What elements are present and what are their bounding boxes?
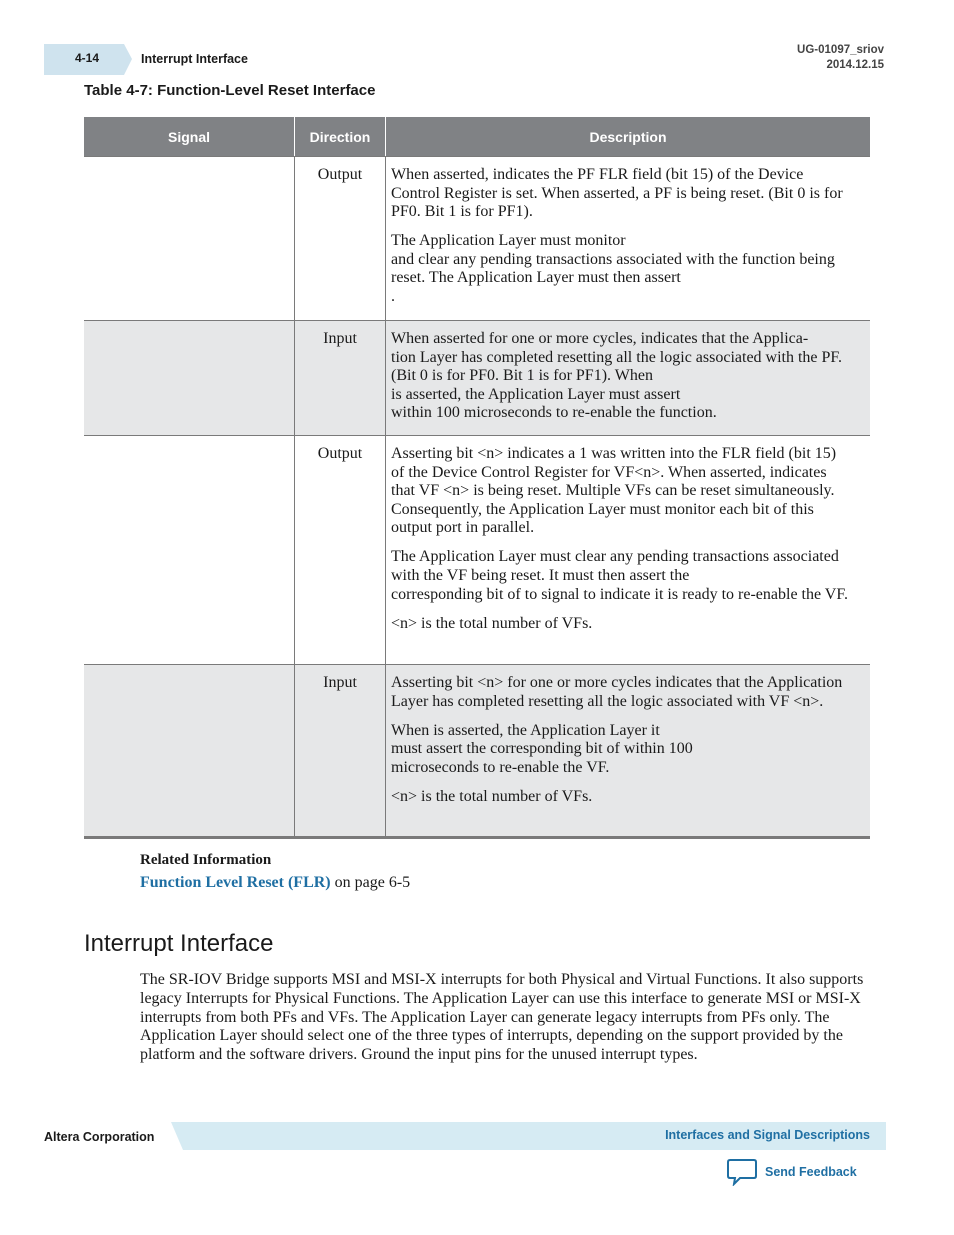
table-bottom-rule xyxy=(84,836,870,839)
signal-cell xyxy=(84,665,295,836)
related-information-heading: Related Information xyxy=(140,852,272,868)
description-paragraph: <n> is the total number of VFs. xyxy=(391,787,593,805)
description-cell xyxy=(386,321,870,435)
running-header-title: Interrupt Interface xyxy=(141,52,248,66)
description-cell xyxy=(386,665,870,836)
direction-cell: Output xyxy=(295,436,386,664)
signal-cell xyxy=(84,157,295,320)
table-row xyxy=(84,320,870,435)
flr-link[interactable]: Function Level Reset (FLR) xyxy=(140,874,331,891)
description-cell xyxy=(386,436,870,664)
document-id: UG-01097_sriov xyxy=(797,44,884,56)
description-paragraph: When asserted for one or more cycles, indicates that the Applica- tion Layer has completed resetting all the logic associated with the PF. (Bit 0 is for PF0. Bit 1 is for PF1). When is asserted, the Application Layer must assert within 100 microseconds to re-enable the function. xyxy=(391,330,843,422)
related-link-suffix: on page 6-5 xyxy=(330,874,411,891)
footer-company: Altera Corporation xyxy=(44,1130,155,1144)
description-paragraph: Asserting bit <n> for one or more cycles indicates that the Application Layer has completed resetting all the logic associated with VF <n>. xyxy=(391,674,843,710)
flr-interface-table xyxy=(84,117,870,839)
signal-cell xyxy=(84,321,295,435)
table-row xyxy=(84,156,870,320)
description-paragraph: Asserting bit <n> indicates a 1 was written into the FLR field (bit 15) of the Device Control Register for VF<n>. When asserted, indicates that VF <n> is being reset. Multiple VFs can be reset simultaneously. Consequently, the Application Layer must monitor each bit of this output port in parallel. xyxy=(391,445,837,537)
section-paragraph: The SR-IOV Bridge supports MSI and MSI-X interrupts for both Physical and Virtual Functions. It also supports legacy Interrupts for Physical Functions. The Application Layer can use this interface to generate MSI or MSI-X interrupts from both PFs and VFs. The Application Layer can generate legacy interrupts from PFs only. The Application Layer should select one of the three types of interrupts, depending on the support provided by the platform and the software drivers. Ground the input pins for the unused interrupt types. xyxy=(140,971,864,1064)
table-row xyxy=(84,664,870,836)
column-header-signal: Signal xyxy=(84,117,295,156)
column-header-description: Description xyxy=(589,128,667,145)
speech-bubble-icon xyxy=(727,1158,757,1186)
description-cell xyxy=(386,157,870,320)
direction-cell: Output xyxy=(295,157,386,320)
description-paragraph: When asserted, indicates the PF FLR field (bit 15) of the Device Control Register is set. When asserted, a PF is being reset. (Bit 0 is for PF0. Bit 1 is for PF1). xyxy=(391,166,843,221)
page-number: 4-14 xyxy=(75,51,100,65)
document-id-block xyxy=(797,43,884,73)
document-date: 2014.12.15 xyxy=(826,59,884,71)
description-paragraph: The Application Layer must monitor and clear any pending transactions associated with the function being reset. The Application Layer must then assert . xyxy=(391,232,835,306)
table-caption: Table 4-7: Function-Level Reset Interface xyxy=(84,82,376,99)
send-feedback-label: Send Feedback xyxy=(765,1165,857,1179)
direction-cell: Input xyxy=(295,321,386,435)
description-paragraph: When is asserted, the Application Layer it must assert the corresponding bit of within 100 microseconds to re-enable the VF. xyxy=(391,721,693,776)
send-feedback-button[interactable] xyxy=(727,1158,857,1186)
section-title: Interrupt Interface xyxy=(84,930,274,957)
footer-chapter-link[interactable]: Interfaces and Signal Descriptions xyxy=(665,1128,870,1142)
signal-cell xyxy=(84,436,295,664)
related-information-line xyxy=(140,874,410,892)
description-paragraph: The Application Layer must clear any pending transactions associated with the VF being reset. It must then assert the corresponding bit of to signal to indicate it is ready to re-enable the VF. xyxy=(391,548,848,603)
table-header-row xyxy=(84,117,870,156)
column-header-direction: Direction xyxy=(295,117,386,156)
description-paragraph: <n> is the total number of VFs. xyxy=(391,614,593,632)
direction-cell: Input xyxy=(295,665,386,836)
table-row xyxy=(84,435,870,664)
